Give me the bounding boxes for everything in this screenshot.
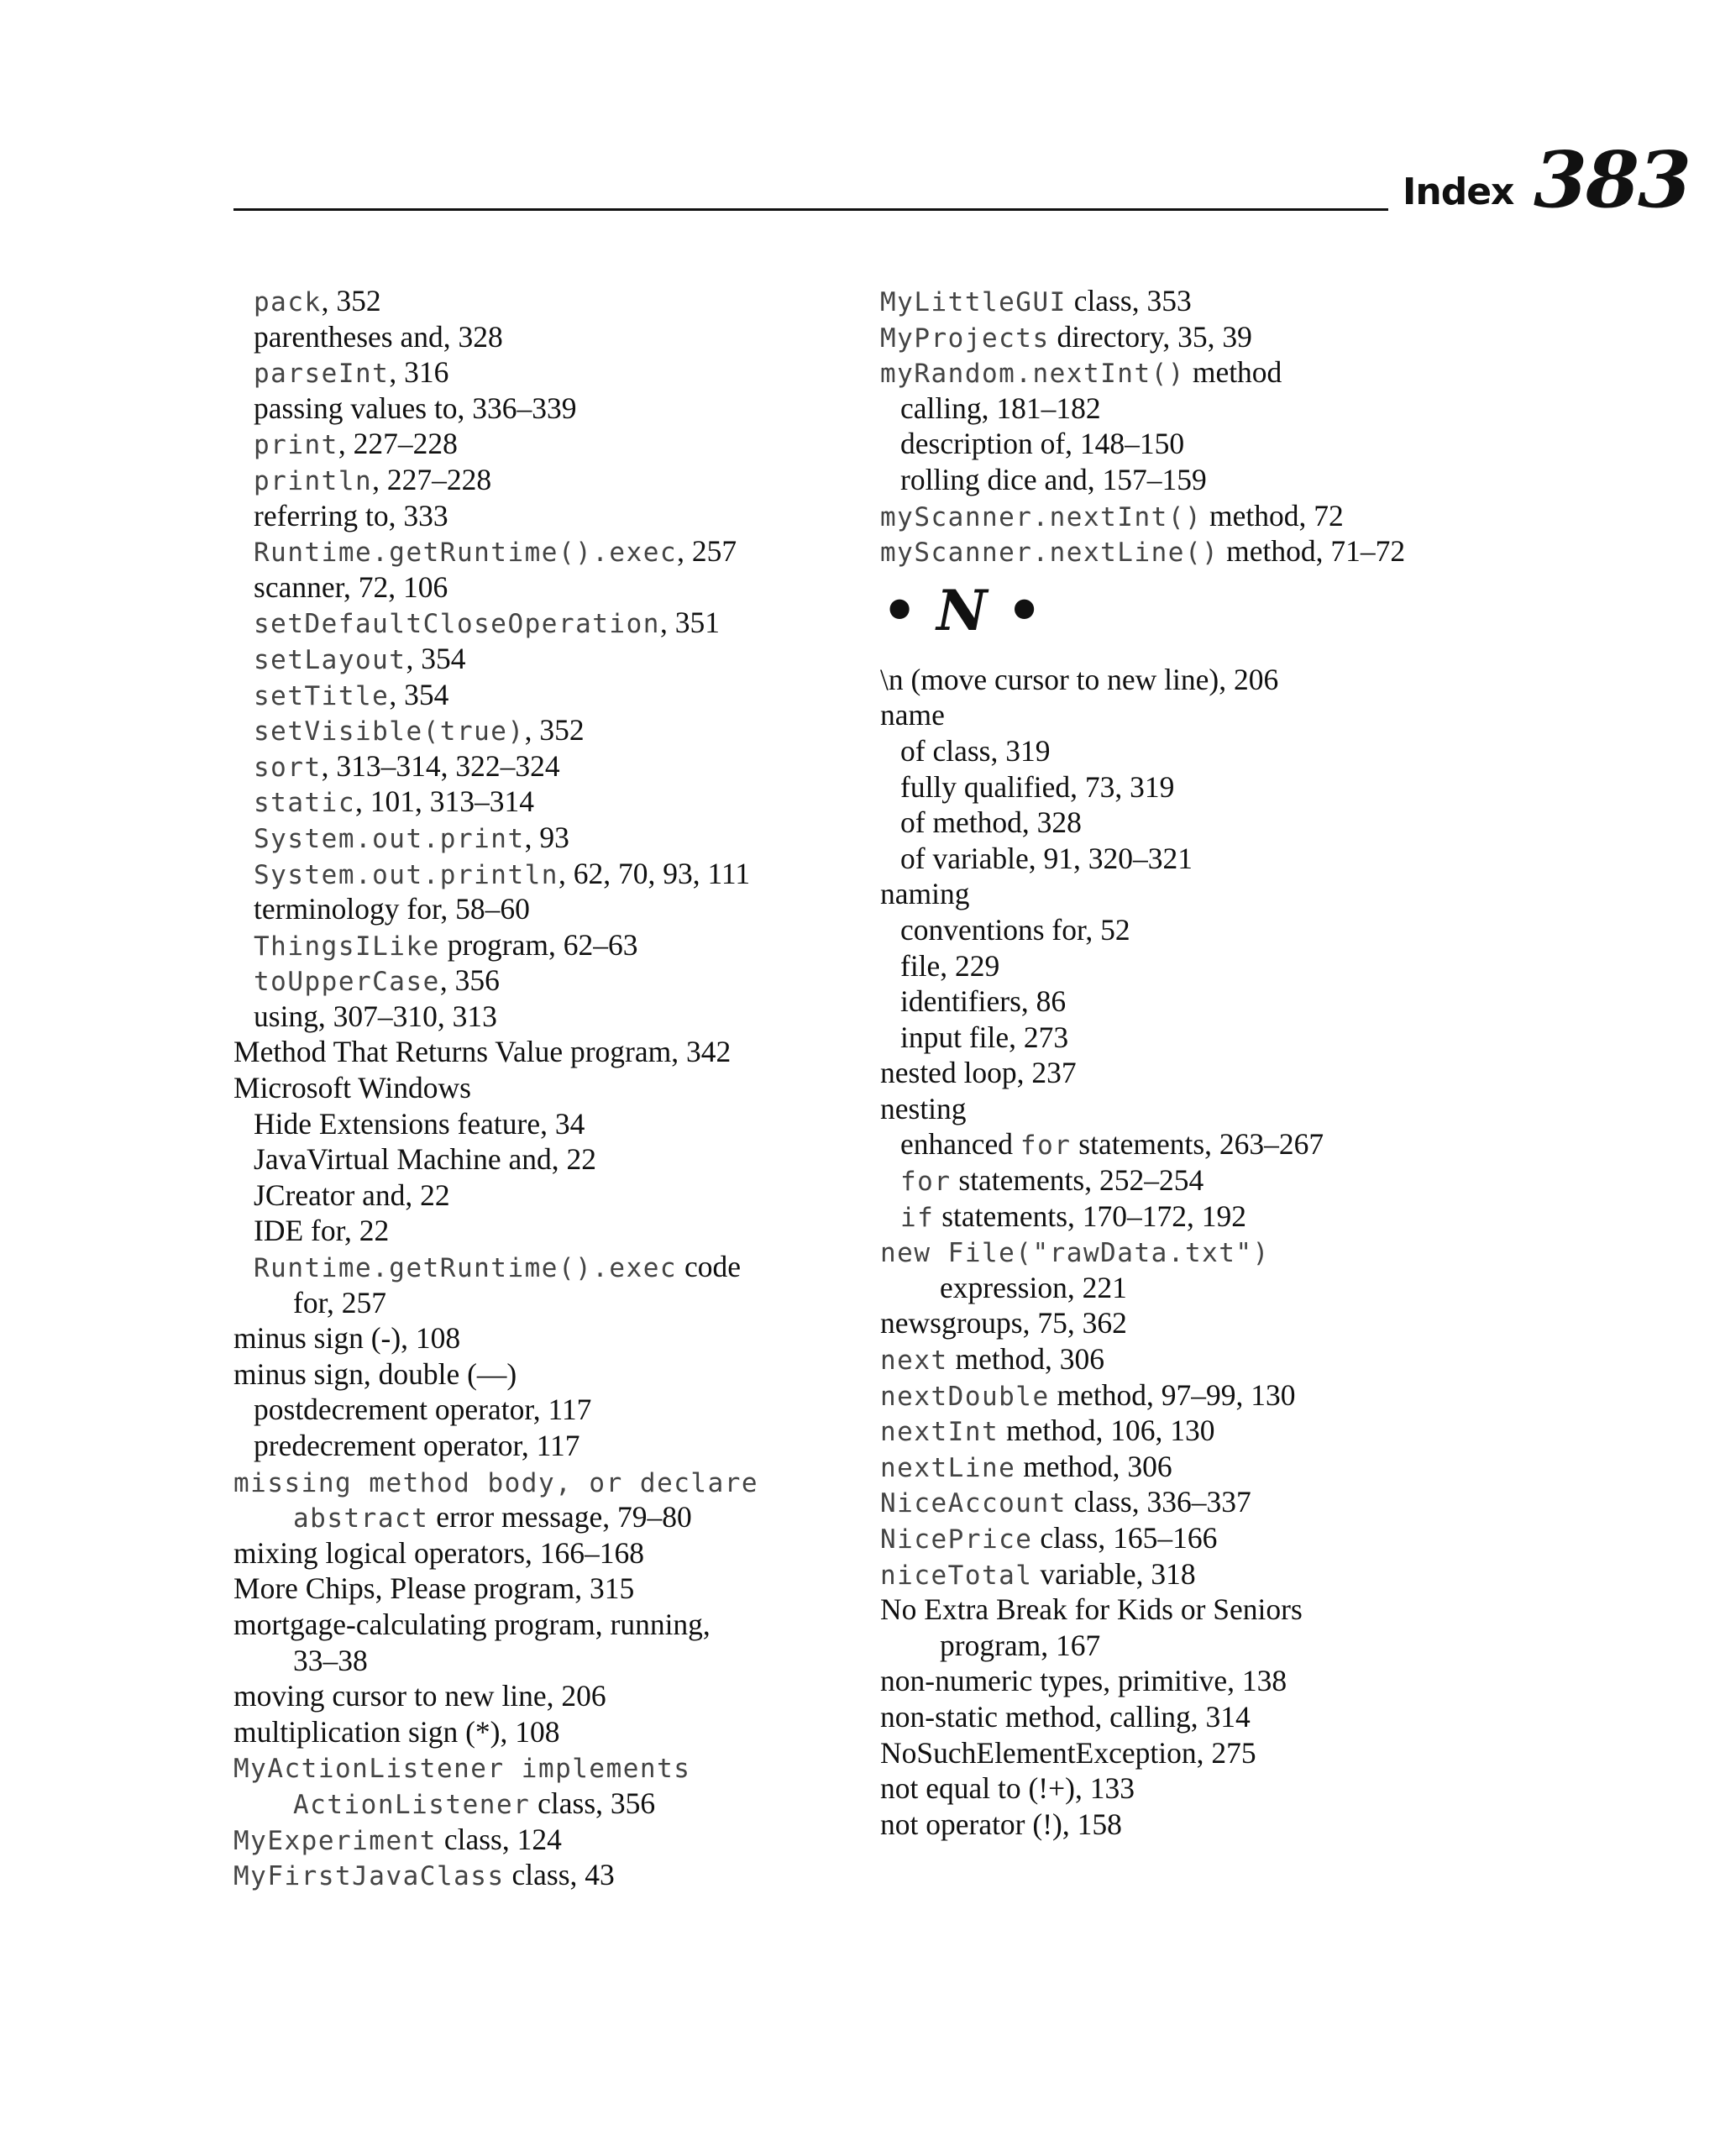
- index-entry: [233, 927, 872, 963]
- index-entry: [880, 984, 1518, 1020]
- entry-text: calling, 181–182: [900, 391, 1101, 425]
- section-label: Index: [1403, 170, 1514, 213]
- entry-text: enhanced: [900, 1127, 1020, 1162]
- code-term: setLayout: [254, 644, 406, 675]
- index-entry: [233, 1285, 872, 1321]
- entry-text: class, 124: [436, 1822, 562, 1856]
- entry-text: No Extra Break for Kids or Seniors: [880, 1592, 1303, 1627]
- code-term: myScanner.nextLine(): [880, 538, 1219, 569]
- entry-text: JavaVirtual Machine and, 22: [254, 1142, 596, 1177]
- index-entry: [880, 697, 1518, 733]
- entry-text: , 93: [524, 820, 569, 854]
- code-term: MyFirstJavaClass: [233, 1861, 505, 1892]
- index-entry: [233, 605, 872, 641]
- code-term: parseInt: [254, 359, 390, 390]
- entry-text: passing values to, 336–339: [254, 391, 577, 425]
- code-term: pack: [254, 287, 322, 317]
- entry-text: terminology for, 58–60: [254, 892, 530, 926]
- index-entry: [880, 1199, 1518, 1235]
- entry-text: rolling dice and, 157–159: [900, 462, 1207, 496]
- entry-text: , 352: [321, 284, 381, 317]
- code-term: MyLittleGUI: [880, 287, 1067, 317]
- entry-text: Method That Returns Value program, 342: [233, 1035, 732, 1069]
- code-term: print: [254, 430, 338, 461]
- entry-text: mixing logical operators, 166–168: [233, 1535, 645, 1570]
- index-entry: [880, 1341, 1518, 1377]
- code-term: for: [1020, 1130, 1072, 1162]
- code-term: myScanner.nextInt(): [880, 501, 1203, 532]
- index-entry: [880, 1305, 1518, 1341]
- entry-text: nesting: [880, 1091, 967, 1125]
- code-term: if: [900, 1202, 935, 1233]
- index-entry: [880, 1020, 1518, 1056]
- header-rule: [233, 208, 1388, 211]
- section-heading: [880, 569, 1518, 662]
- index-entry: [880, 1520, 1518, 1556]
- entry-text: program, 62–63: [439, 927, 638, 962]
- code-term: Runtime.getRuntime().exec: [254, 538, 678, 569]
- entry-text: parentheses and, 328: [254, 319, 503, 354]
- entry-text: using, 307–310, 313: [254, 999, 497, 1033]
- index-entry: [880, 1055, 1518, 1091]
- entry-text: , 354: [406, 641, 466, 675]
- entry-text: Microsoft Windows: [233, 1071, 471, 1105]
- index-entry: [233, 569, 872, 606]
- entry-text: , 316: [389, 355, 449, 390]
- index-entry: [880, 1449, 1518, 1485]
- code-term: MyProjects: [880, 323, 1050, 354]
- index-entry: [880, 1628, 1518, 1664]
- index-entry: [880, 662, 1518, 698]
- entry-text: newsgroups, 75, 362: [880, 1306, 1127, 1340]
- index-entry: [880, 1091, 1518, 1127]
- index-entry: [233, 1643, 872, 1679]
- index-entry: [233, 1106, 872, 1142]
- entry-text: , 352: [524, 713, 585, 748]
- index-entry: [880, 462, 1518, 498]
- entry-text: name: [880, 698, 945, 732]
- entry-text: not operator (!), 158: [880, 1807, 1122, 1841]
- entry-text: method: [1184, 355, 1282, 390]
- index-column-left: [233, 283, 872, 1893]
- index-entry: [233, 533, 872, 569]
- entry-text: , 354: [389, 677, 449, 711]
- index-entry: [233, 1141, 872, 1178]
- code-term: MyExperiment: [233, 1825, 437, 1856]
- index-entry: [233, 1034, 872, 1070]
- index-entry: [233, 677, 872, 713]
- index-entry: [233, 1749, 872, 1786]
- entry-text: class, 356: [530, 1786, 656, 1820]
- index-entry: [233, 891, 872, 927]
- code-term: NiceAccount: [880, 1488, 1067, 1519]
- entry-text: minus sign, double (—): [233, 1356, 517, 1391]
- entry-text: , 62, 70, 93, 111: [558, 856, 751, 890]
- code-term: NicePrice: [880, 1524, 1033, 1555]
- entry-text: statements, 170–172, 192: [934, 1199, 1247, 1233]
- entry-text: method, 97–99, 130: [1049, 1377, 1296, 1412]
- entry-text: class, 43: [504, 1858, 615, 1892]
- index-entry: [880, 1270, 1518, 1306]
- index-entry: [233, 856, 872, 892]
- code-term: ThingsILike: [254, 931, 440, 962]
- code-term: sort: [254, 752, 322, 783]
- index-entry: [233, 498, 872, 534]
- index-entry: [233, 462, 872, 498]
- entry-text: referring to, 333: [254, 498, 448, 532]
- entry-text: minus sign (-), 108: [233, 1321, 461, 1356]
- entry-text: of class, 319: [900, 733, 1051, 768]
- entry-text: code: [677, 1250, 741, 1284]
- entry-text: class, 336–337: [1066, 1485, 1251, 1519]
- entry-text: error message, 79–80: [428, 1500, 692, 1534]
- entry-text: JCreator and, 22: [254, 1178, 450, 1212]
- entry-text: directory, 35, 39: [1049, 319, 1252, 354]
- index-entry: [880, 1699, 1518, 1735]
- index-entry: [880, 1234, 1518, 1270]
- index-entry: [880, 1377, 1518, 1414]
- entry-text: , 313–314, 322–324: [321, 748, 560, 783]
- index-entry: [233, 1678, 872, 1714]
- entry-text: , 351: [659, 606, 720, 640]
- index-entry: [233, 1249, 872, 1285]
- entry-text: of variable, 91, 320–321: [900, 841, 1193, 875]
- index-column-right: [880, 283, 1518, 1842]
- index-entry: [233, 1070, 872, 1106]
- code-term: System.out.println: [254, 859, 558, 890]
- entry-text: method, 306: [947, 1342, 1105, 1377]
- entry-text: IDE for, 22: [254, 1214, 390, 1248]
- entry-text: variable, 318: [1032, 1556, 1196, 1591]
- entry-text: expression, 221: [940, 1270, 1127, 1304]
- entry-text: method, 71–72: [1219, 534, 1406, 569]
- entry-text: identifiers, 86: [900, 984, 1067, 1019]
- entry-text: moving cursor to new line, 206: [233, 1679, 606, 1713]
- index-entry: [880, 498, 1518, 534]
- index-entry: [233, 1499, 872, 1535]
- entry-text: postdecrement operator, 117: [254, 1393, 592, 1427]
- index-entry: [880, 948, 1518, 984]
- entry-text: , 227–228: [372, 462, 492, 496]
- index-entry: [880, 805, 1518, 841]
- index-entry: [880, 426, 1518, 462]
- entry-text: program, 167: [940, 1628, 1101, 1662]
- index-entry: [233, 1356, 872, 1393]
- index-entry: [233, 1464, 872, 1500]
- code-term: setVisible(true): [254, 716, 525, 748]
- index-entry: [233, 963, 872, 999]
- entry-text: , 227–228: [338, 427, 458, 461]
- entry-text: conventions for, 52: [900, 912, 1130, 947]
- entry-text: method, 106, 130: [999, 1414, 1215, 1448]
- index-entry: [233, 391, 872, 427]
- entry-text: , 356: [439, 963, 500, 998]
- entry-text: non-numeric types, primitive, 138: [880, 1664, 1287, 1698]
- code-term: MyActionListener implements: [233, 1754, 691, 1785]
- entry-text: predecrement operator, 117: [254, 1429, 580, 1462]
- index-entry: [880, 1770, 1518, 1807]
- code-term: static: [254, 788, 355, 819]
- index-entry: [880, 319, 1518, 355]
- entry-text: file, 229: [900, 948, 1000, 983]
- index-entry: [233, 1822, 872, 1858]
- entry-text: scanner, 72, 106: [254, 569, 448, 604]
- code-term: ActionListener: [293, 1789, 531, 1820]
- entry-text: not equal to (!+), 133: [880, 1771, 1135, 1806]
- index-entry: [880, 841, 1518, 877]
- entry-text: method, 72: [1202, 498, 1344, 532]
- index-entry: [233, 1786, 872, 1822]
- index-entry: [880, 533, 1518, 569]
- index-entry: [880, 1592, 1518, 1628]
- code-term: niceTotal: [880, 1560, 1033, 1591]
- index-entry: [880, 1807, 1518, 1843]
- index-entry: [880, 769, 1518, 805]
- index-entry: [880, 1663, 1518, 1699]
- index-entry: [233, 1571, 872, 1607]
- entry-text: input file, 273: [900, 1020, 1069, 1054]
- index-entry: [880, 1162, 1518, 1199]
- index-entry: [233, 1714, 872, 1750]
- entry-text: statements, 263–267: [1071, 1127, 1324, 1162]
- index-entry: [880, 1413, 1518, 1449]
- index-entry: [233, 354, 872, 391]
- entry-text: nested loop, 237: [880, 1056, 1077, 1090]
- index-entry: [233, 426, 872, 462]
- index-entry: [233, 784, 872, 820]
- index-entry: [880, 1484, 1518, 1520]
- entry-text: statements, 252–254: [951, 1163, 1204, 1198]
- code-term: abstract: [293, 1503, 429, 1534]
- entry-text: of method, 328: [900, 805, 1082, 840]
- index-entry: [233, 1320, 872, 1356]
- code-term: println: [254, 465, 373, 496]
- index-entry: [880, 283, 1518, 319]
- entry-text: NoSuchElementException, 275: [880, 1735, 1256, 1770]
- index-entry: [233, 1392, 872, 1428]
- code-term: nextInt: [880, 1417, 999, 1448]
- index-entry: [233, 748, 872, 784]
- index-entry: [233, 319, 872, 355]
- entry-text: 33–38: [293, 1643, 368, 1677]
- code-term: for: [900, 1167, 952, 1198]
- entry-text: naming: [880, 877, 970, 911]
- index-entry: [880, 1556, 1518, 1592]
- index-entry: [880, 876, 1518, 912]
- index-entry: [233, 1428, 872, 1464]
- section-heading-letter: • N •: [882, 577, 1042, 643]
- entry-text: method, 306: [1015, 1449, 1172, 1483]
- index-entry: [233, 1607, 872, 1643]
- entry-text: fully qualified, 73, 319: [900, 769, 1175, 804]
- index-entry: [233, 820, 872, 856]
- index-entry: [233, 1535, 872, 1571]
- index-entry: [880, 354, 1518, 391]
- index-entry: [233, 283, 872, 319]
- entry-text: Hide Extensions feature, 34: [254, 1106, 585, 1141]
- index-entry: [233, 712, 872, 748]
- code-term: Runtime.getRuntime().exec: [254, 1253, 678, 1284]
- entry-text: , 101, 313–314: [354, 784, 534, 819]
- entry-text: , 257: [677, 534, 737, 569]
- code-term: new File("rawData.txt"): [880, 1238, 1270, 1269]
- code-term: nextLine: [880, 1452, 1016, 1483]
- index-entry: [880, 1735, 1518, 1771]
- page-number: 383: [1534, 134, 1691, 225]
- index-entry: [233, 1178, 872, 1214]
- code-term: nextDouble: [880, 1381, 1050, 1412]
- entry-text: description of, 148–150: [900, 427, 1185, 461]
- code-term: System.out.print: [254, 823, 525, 854]
- code-term: missing method body, or declare: [233, 1467, 759, 1498]
- index-entry: [233, 1857, 872, 1893]
- index-entry: [233, 1213, 872, 1249]
- entry-text: multiplication sign (*), 108: [233, 1714, 560, 1749]
- index-entry: [880, 733, 1518, 769]
- entry-text: \n (move cursor to new line), 206: [880, 662, 1279, 696]
- entry-text: class, 165–166: [1032, 1521, 1218, 1555]
- entry-text: non-static method, calling, 314: [880, 1699, 1251, 1734]
- code-term: myRandom.nextInt(): [880, 359, 1185, 390]
- code-term: toUpperCase: [254, 967, 440, 998]
- index-entry: [880, 912, 1518, 948]
- index-entry: [880, 1126, 1518, 1162]
- entry-text: mortgage-calculating program, running,: [233, 1607, 711, 1641]
- entry-text: More Chips, Please program, 315: [233, 1571, 635, 1606]
- code-term: setDefaultCloseOperation: [254, 609, 660, 640]
- index-entry: [233, 641, 872, 677]
- index-entry: [233, 999, 872, 1035]
- entry-text: for, 257: [293, 1285, 386, 1319]
- code-term: next: [880, 1346, 948, 1377]
- entry-text: class, 353: [1066, 284, 1192, 317]
- index-entry: [880, 391, 1518, 427]
- code-term: setTitle: [254, 680, 390, 711]
